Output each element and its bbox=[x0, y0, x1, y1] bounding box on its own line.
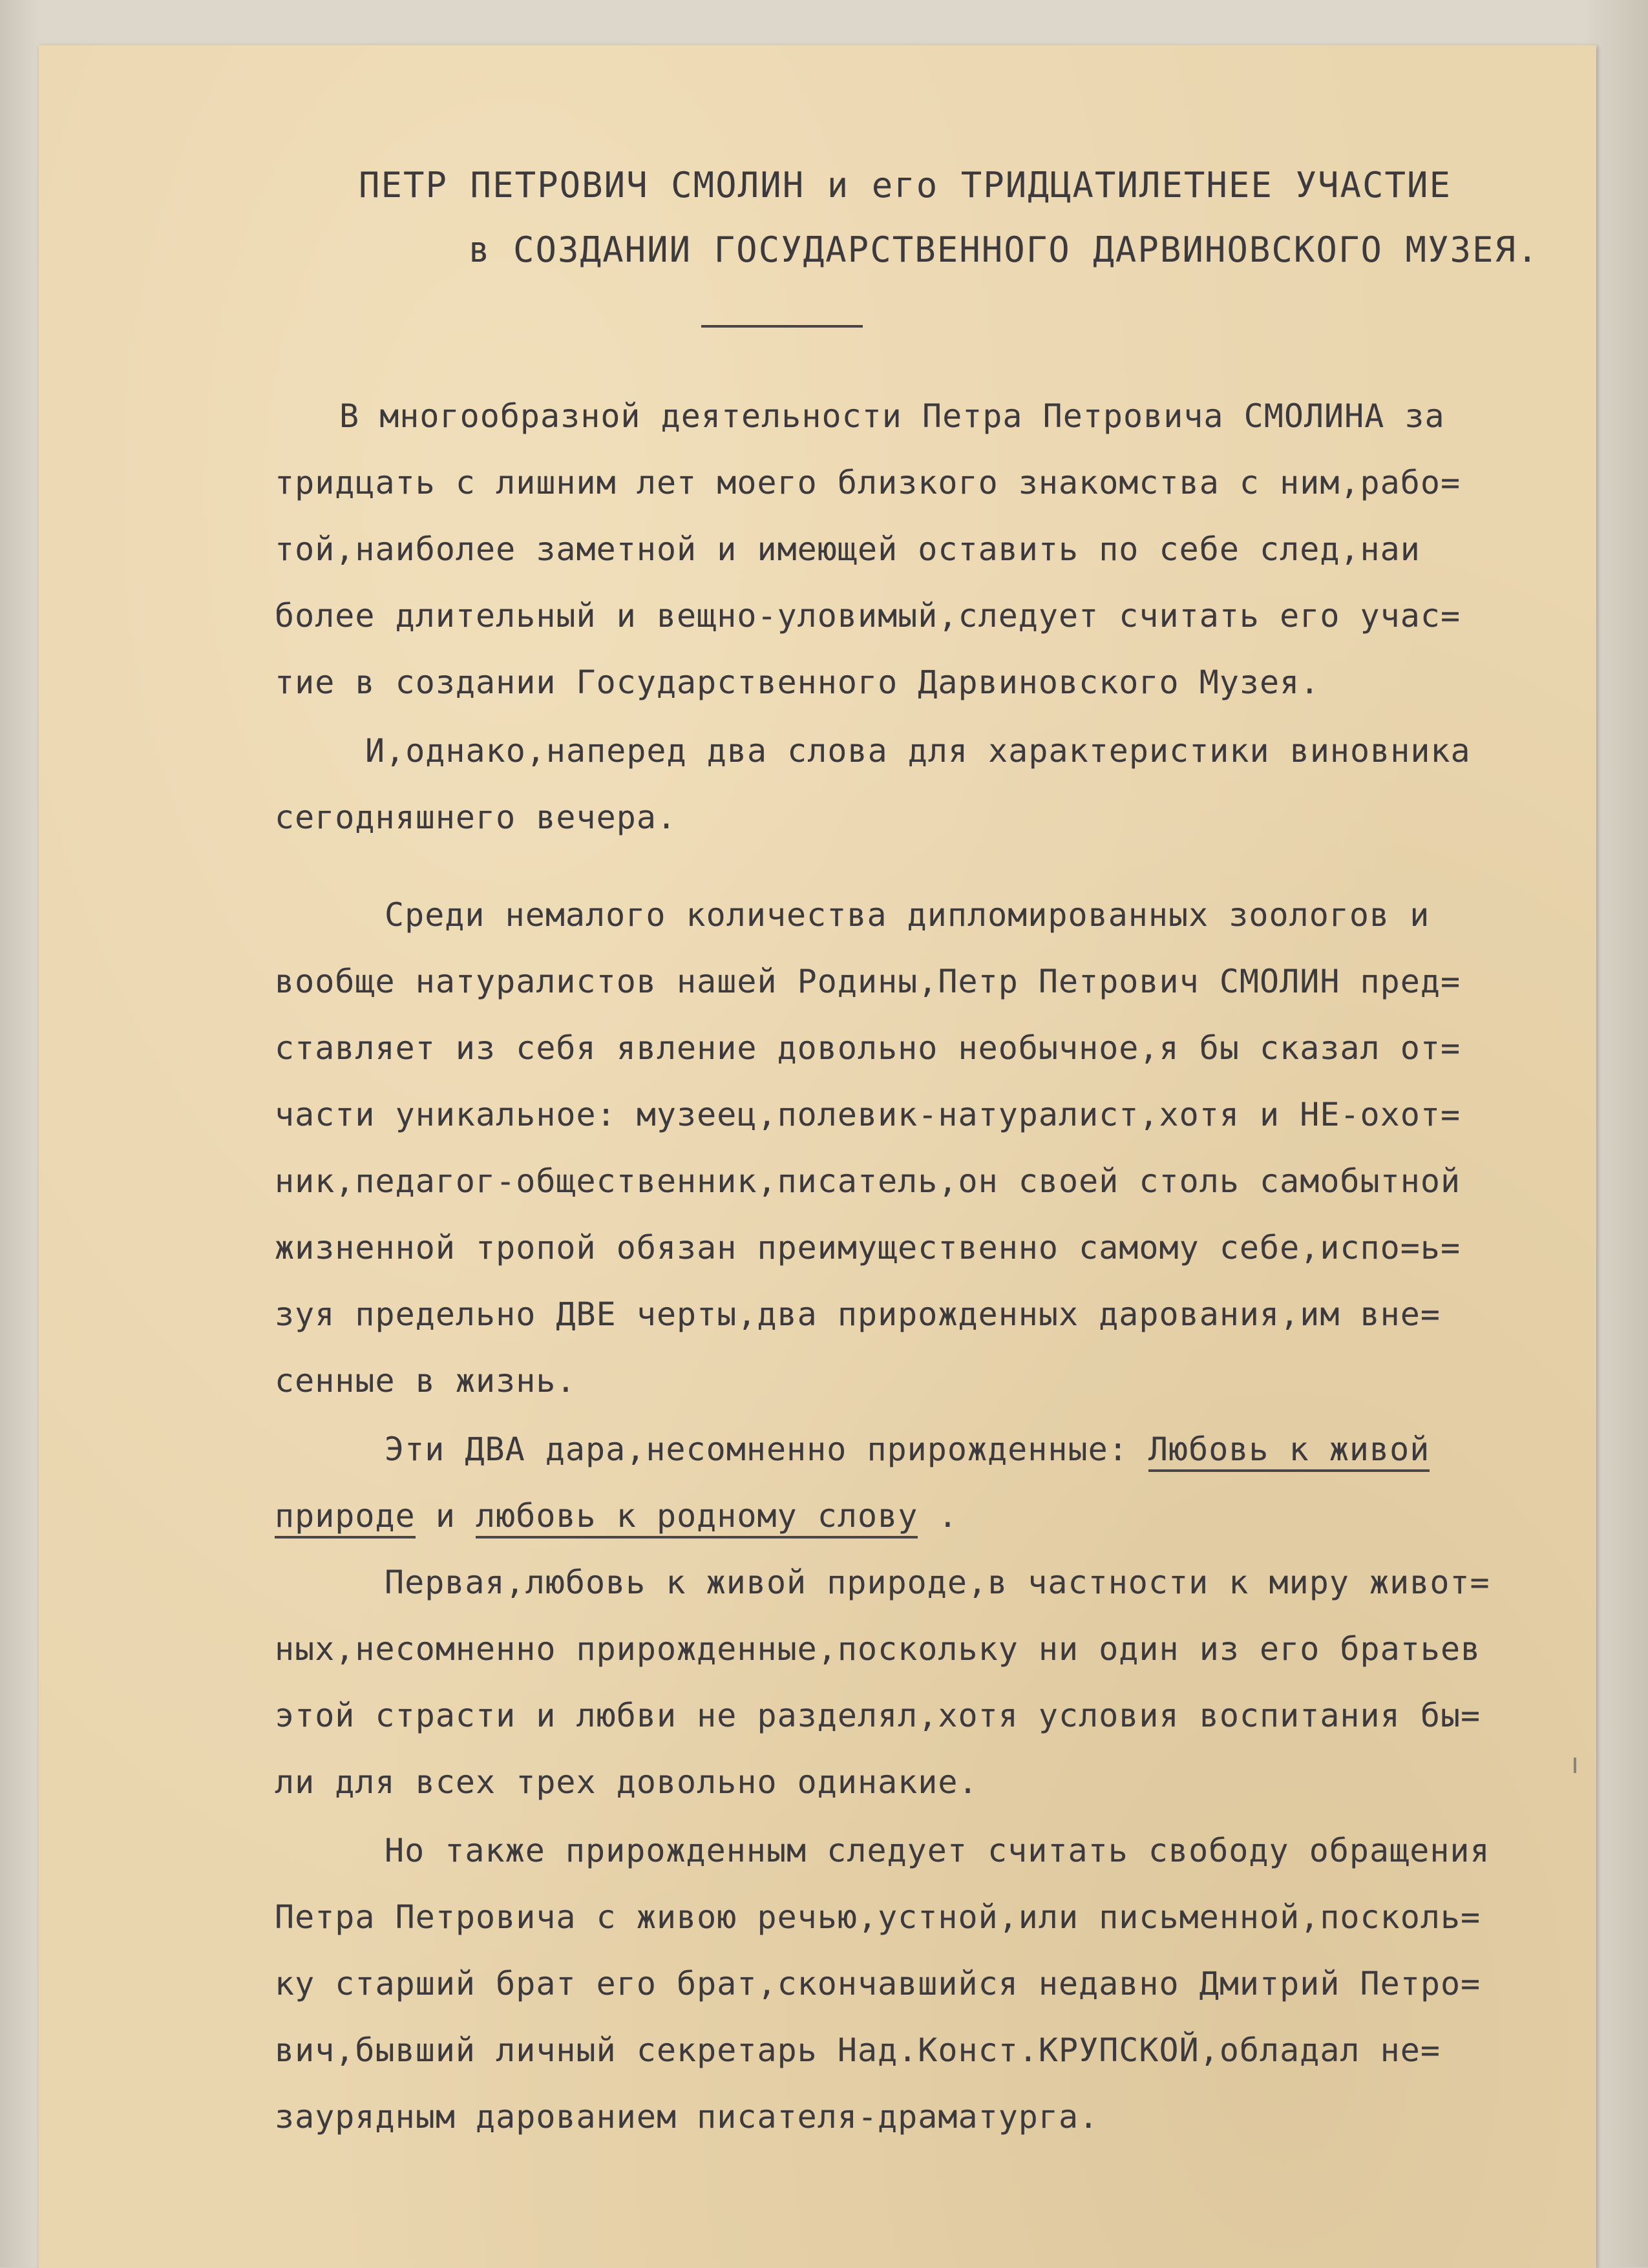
underlined-phrase-love-of-living: Любовь к живой bbox=[1148, 1431, 1430, 1472]
paragraph-6-line-1: Но также прирожденным следует считать свободу обращения bbox=[385, 1832, 1490, 1869]
paragraph-3-line-3: ставляет из себя явление довольно необычное,я бы сказал от= bbox=[275, 1029, 1461, 1067]
paragraph-3-line-5: ник,педагог-общественник,писатель,он своей столь самобытной bbox=[275, 1162, 1461, 1200]
paragraph-6-line-3: ку старший брат его брат,скончавшийся недавно Дмитрий Петро= bbox=[275, 1965, 1481, 2002]
paragraph-3-line-6: жизненной тропой обязан преимущественно самому себе,испо=ь= bbox=[275, 1229, 1461, 1266]
paragraph-2-line-1: И,однако,наперед два слова для характеристики виновника bbox=[365, 732, 1471, 770]
paper-edge-mark bbox=[1574, 1758, 1576, 1773]
underlined-word-nature: природе bbox=[275, 1497, 416, 1538]
underlined-phrase-love-of-native-word: любовь к родному слову bbox=[476, 1497, 918, 1538]
paragraph-1-line-5: тие в создании Государственного Дарвиновского Музея. bbox=[275, 664, 1320, 701]
paragraph-1-line-3: той,наиболее заметной и имеющей оставить по себе след,наи bbox=[275, 530, 1421, 568]
paragraph-2-line-2: сегодняшнего вечера. bbox=[275, 799, 677, 836]
paragraph-6-line-4: вич,бывший личный секретарь Над.Конст.КРУПСКОЙ,обладал не= bbox=[275, 2032, 1441, 2069]
paragraph-6-line-5: заурядным дарованием писателя-драматурга. bbox=[275, 2098, 1099, 2136]
sentence-end-period: . bbox=[938, 1497, 958, 1535]
paragraph-4-line-1 bbox=[385, 1431, 1430, 1468]
document-title-line-2: в СОЗДАНИИ ГОСУДАРСТВЕННОГО ДАРВИНОВСКОГО МУЗЕЯ. bbox=[469, 229, 1539, 270]
paragraph-3-line-1: Среди немалого количества дипломированных зоологов и bbox=[385, 896, 1430, 934]
paragraph-5-line-3: этой страсти и любви не разделял,хотя условия воспитания бы= bbox=[275, 1697, 1481, 1734]
paragraph-6-line-2: Петра Петровича с живою речью,устной,или письменной,посколь= bbox=[275, 1898, 1481, 1936]
paragraph-1-line-2: тридцать с лишним лет моего близкого знакомства с ним,рабо= bbox=[275, 464, 1461, 501]
paragraph-3-line-8: сенные в жизнь. bbox=[275, 1362, 576, 1400]
conjunction-text: и bbox=[435, 1497, 456, 1535]
paragraph-1-line-1: В многообразной деятельности Петра Петровича СМОЛИНА за bbox=[339, 397, 1445, 435]
paragraph-5-line-2: ных,несомненно прирожденные,поскольку ни один из его братьев bbox=[275, 1630, 1481, 1668]
paragraph-3-line-7: зуя предельно ДВЕ черты,два прирожденных дарования,им вне= bbox=[275, 1296, 1441, 1333]
document-title-line-1: ПЕТР ПЕТРОВИЧ СМОЛИН и его ТРИДЦАТИЛЕТНЕЕ УЧАСТИЕ bbox=[359, 165, 1452, 205]
paragraph-5-line-4: ли для всех трех довольно одинакие. bbox=[275, 1763, 978, 1801]
paragraph-1-line-4: более длительный и вещно-уловимый,следует считать его учас= bbox=[275, 597, 1461, 635]
gifts-intro-text: Эти ДВА дара,несомненно прирожденные: bbox=[385, 1431, 1128, 1468]
paragraph-4-line-2 bbox=[275, 1497, 958, 1535]
paragraph-3-line-2: вообще натуралистов нашей Родины,Петр Петрович СМОЛИН пред= bbox=[275, 963, 1461, 1000]
paragraph-5-line-1: Первая,любовь к живой природе,в частности к миру живот= bbox=[385, 1564, 1490, 1601]
paragraph-3-line-4: части уникальное: музеец,полевик-натуралист,хотя и НЕ-охот= bbox=[275, 1096, 1461, 1133]
title-divider bbox=[701, 325, 863, 328]
